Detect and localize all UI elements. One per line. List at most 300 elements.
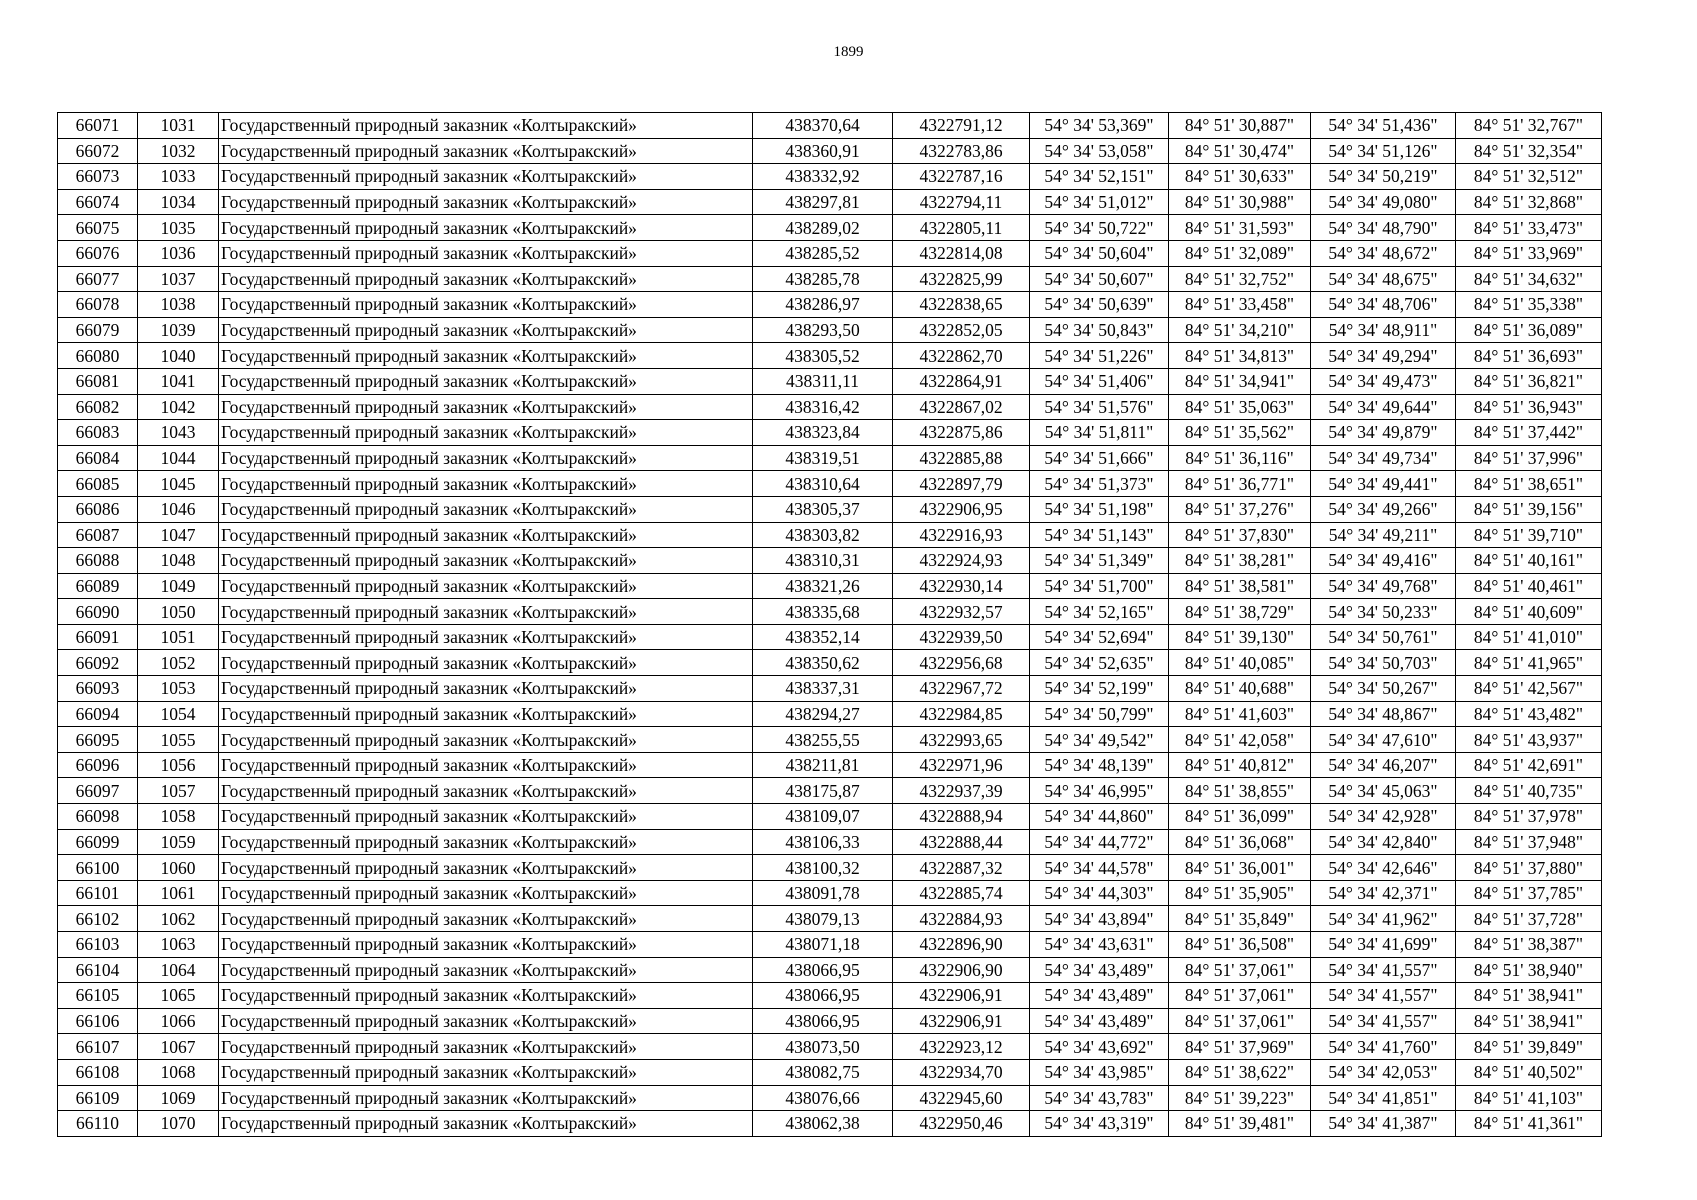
- table-row: [58, 548, 1602, 574]
- row-number-cell: 66081: [58, 368, 138, 394]
- point-number-cell: 1053: [138, 676, 219, 702]
- coord-y-cell: 4322814,08: [893, 240, 1030, 266]
- zone-name-cell: Государственный природный заказник «Колтыракский»: [219, 599, 753, 625]
- zone-name-cell: Государственный природный заказник «Колтыракский»: [219, 573, 753, 599]
- longitude-1-cell: 84° 51' 36,116": [1169, 445, 1311, 471]
- zone-name-cell: Государственный природный заказник «Колтыракский»: [219, 189, 753, 215]
- row-number-cell: 66101: [58, 880, 138, 906]
- latitude-1-cell: 54° 34' 50,639": [1030, 292, 1169, 318]
- table-row: [58, 599, 1602, 625]
- latitude-2-cell: 54° 34' 48,706": [1311, 292, 1456, 318]
- latitude-1-cell: 54° 34' 50,722": [1030, 215, 1169, 241]
- latitude-1-cell: 54° 34' 53,058": [1030, 138, 1169, 164]
- latitude-1-cell: 54° 34' 43,985": [1030, 1059, 1169, 1085]
- point-number-cell: 1041: [138, 368, 219, 394]
- table-row: [58, 292, 1602, 318]
- point-number-cell: 1064: [138, 957, 219, 983]
- longitude-1-cell: 84° 51' 38,581": [1169, 573, 1311, 599]
- coord-x-cell: 438350,62: [753, 650, 893, 676]
- table-row: [58, 701, 1602, 727]
- point-number-cell: 1049: [138, 573, 219, 599]
- coord-x-cell: 438082,75: [753, 1059, 893, 1085]
- point-number-cell: 1050: [138, 599, 219, 625]
- table-row: [58, 394, 1602, 420]
- coord-x-cell: 438294,27: [753, 701, 893, 727]
- table-row: [58, 727, 1602, 753]
- latitude-2-cell: 54° 34' 42,840": [1311, 829, 1456, 855]
- latitude-1-cell: 54° 34' 43,894": [1030, 906, 1169, 932]
- row-number-cell: 66086: [58, 496, 138, 522]
- row-number-cell: 66082: [58, 394, 138, 420]
- longitude-1-cell: 84° 51' 37,276": [1169, 496, 1311, 522]
- zone-name-cell: Государственный природный заказник «Колтыракский»: [219, 752, 753, 778]
- longitude-2-cell: 84° 51' 33,969": [1456, 240, 1602, 266]
- longitude-2-cell: 84° 51' 32,354": [1456, 138, 1602, 164]
- longitude-2-cell: 84° 51' 40,735": [1456, 778, 1602, 804]
- coord-x-cell: 438175,87: [753, 778, 893, 804]
- point-number-cell: 1043: [138, 420, 219, 446]
- point-number-cell: 1040: [138, 343, 219, 369]
- table-row: [58, 676, 1602, 702]
- coord-y-cell: 4322924,93: [893, 548, 1030, 574]
- longitude-1-cell: 84° 51' 37,061": [1169, 1008, 1311, 1034]
- longitude-2-cell: 84° 51' 32,767": [1456, 113, 1602, 139]
- latitude-1-cell: 54° 34' 43,489": [1030, 957, 1169, 983]
- longitude-1-cell: 84° 51' 36,771": [1169, 471, 1311, 497]
- coord-y-cell: 4322884,93: [893, 906, 1030, 932]
- longitude-2-cell: 84° 51' 42,567": [1456, 676, 1602, 702]
- coord-y-cell: 4322906,91: [893, 983, 1030, 1009]
- longitude-1-cell: 84° 51' 30,988": [1169, 189, 1311, 215]
- longitude-2-cell: 84° 51' 41,965": [1456, 650, 1602, 676]
- latitude-2-cell: 54° 34' 49,266": [1311, 496, 1456, 522]
- zone-name-cell: Государственный природный заказник «Колтыракский»: [219, 164, 753, 190]
- point-number-cell: 1039: [138, 317, 219, 343]
- latitude-1-cell: 54° 34' 43,783": [1030, 1085, 1169, 1111]
- latitude-1-cell: 54° 34' 52,694": [1030, 624, 1169, 650]
- table-row: [58, 496, 1602, 522]
- zone-name-cell: Государственный природный заказник «Колтыракский»: [219, 932, 753, 958]
- coord-y-cell: 4322838,65: [893, 292, 1030, 318]
- longitude-2-cell: 84° 51' 32,512": [1456, 164, 1602, 190]
- longitude-1-cell: 84° 51' 42,058": [1169, 727, 1311, 753]
- point-number-cell: 1057: [138, 778, 219, 804]
- row-number-cell: 66106: [58, 1008, 138, 1034]
- row-number-cell: 66084: [58, 445, 138, 471]
- point-number-cell: 1051: [138, 624, 219, 650]
- latitude-1-cell: 54° 34' 50,799": [1030, 701, 1169, 727]
- zone-name-cell: Государственный природный заказник «Колтыракский»: [219, 1085, 753, 1111]
- coord-y-cell: 4322950,46: [893, 1111, 1030, 1137]
- coord-y-cell: 4322937,39: [893, 778, 1030, 804]
- latitude-1-cell: 54° 34' 51,576": [1030, 394, 1169, 420]
- latitude-1-cell: 54° 34' 52,165": [1030, 599, 1169, 625]
- latitude-2-cell: 54° 34' 50,761": [1311, 624, 1456, 650]
- row-number-cell: 66104: [58, 957, 138, 983]
- longitude-2-cell: 84° 51' 35,338": [1456, 292, 1602, 318]
- latitude-1-cell: 54° 34' 53,369": [1030, 113, 1169, 139]
- coord-y-cell: 4322862,70: [893, 343, 1030, 369]
- point-number-cell: 1044: [138, 445, 219, 471]
- row-number-cell: 66089: [58, 573, 138, 599]
- latitude-2-cell: 54° 34' 42,371": [1311, 880, 1456, 906]
- coord-x-cell: 438286,97: [753, 292, 893, 318]
- latitude-1-cell: 54° 34' 51,226": [1030, 343, 1169, 369]
- latitude-2-cell: 54° 34' 42,053": [1311, 1059, 1456, 1085]
- row-number-cell: 66074: [58, 189, 138, 215]
- zone-name-cell: Государственный природный заказник «Колтыракский»: [219, 1034, 753, 1060]
- coord-y-cell: 4322783,86: [893, 138, 1030, 164]
- coord-x-cell: 438066,95: [753, 983, 893, 1009]
- coord-x-cell: 438305,52: [753, 343, 893, 369]
- longitude-1-cell: 84° 51' 38,281": [1169, 548, 1311, 574]
- coord-y-cell: 4322906,91: [893, 1008, 1030, 1034]
- coord-y-cell: 4322888,44: [893, 829, 1030, 855]
- point-number-cell: 1042: [138, 394, 219, 420]
- latitude-1-cell: 54° 34' 43,319": [1030, 1111, 1169, 1137]
- longitude-2-cell: 84° 51' 37,785": [1456, 880, 1602, 906]
- coord-x-cell: 438091,78: [753, 880, 893, 906]
- coord-x-cell: 438255,55: [753, 727, 893, 753]
- table-row: [58, 522, 1602, 548]
- zone-name-cell: Государственный природный заказник «Колтыракский»: [219, 215, 753, 241]
- longitude-1-cell: 84° 51' 39,481": [1169, 1111, 1311, 1137]
- coord-y-cell: 4322906,90: [893, 957, 1030, 983]
- coordinates-table: [57, 112, 1602, 1137]
- row-number-cell: 66072: [58, 138, 138, 164]
- table-row: [58, 113, 1602, 139]
- row-number-cell: 66091: [58, 624, 138, 650]
- point-number-cell: 1060: [138, 855, 219, 881]
- zone-name-cell: Государственный природный заказник «Колтыракский»: [219, 701, 753, 727]
- latitude-2-cell: 54° 34' 49,211": [1311, 522, 1456, 548]
- latitude-2-cell: 54° 34' 41,962": [1311, 906, 1456, 932]
- row-number-cell: 66085: [58, 471, 138, 497]
- zone-name-cell: Государственный природный заказник «Колтыракский»: [219, 778, 753, 804]
- row-number-cell: 66095: [58, 727, 138, 753]
- table-row: [58, 573, 1602, 599]
- longitude-2-cell: 84° 51' 40,461": [1456, 573, 1602, 599]
- latitude-1-cell: 54° 34' 44,772": [1030, 829, 1169, 855]
- latitude-1-cell: 54° 34' 51,373": [1030, 471, 1169, 497]
- longitude-2-cell: 84° 51' 40,161": [1456, 548, 1602, 574]
- longitude-1-cell: 84° 51' 30,887": [1169, 113, 1311, 139]
- row-number-cell: 66094: [58, 701, 138, 727]
- longitude-1-cell: 84° 51' 34,941": [1169, 368, 1311, 394]
- point-number-cell: 1032: [138, 138, 219, 164]
- zone-name-cell: Государственный природный заказник «Колтыракский»: [219, 548, 753, 574]
- latitude-1-cell: 54° 34' 50,607": [1030, 266, 1169, 292]
- coord-x-cell: 438332,92: [753, 164, 893, 190]
- coord-y-cell: 4322930,14: [893, 573, 1030, 599]
- latitude-1-cell: 54° 34' 43,692": [1030, 1034, 1169, 1060]
- latitude-1-cell: 54° 34' 52,635": [1030, 650, 1169, 676]
- latitude-1-cell: 54° 34' 46,995": [1030, 778, 1169, 804]
- point-number-cell: 1033: [138, 164, 219, 190]
- longitude-2-cell: 84° 51' 41,103": [1456, 1085, 1602, 1111]
- longitude-1-cell: 84° 51' 32,089": [1169, 240, 1311, 266]
- longitude-1-cell: 84° 51' 33,458": [1169, 292, 1311, 318]
- zone-name-cell: Государственный природный заказник «Колтыракский»: [219, 522, 753, 548]
- latitude-1-cell: 54° 34' 44,303": [1030, 880, 1169, 906]
- point-number-cell: 1035: [138, 215, 219, 241]
- table-row: [58, 1059, 1602, 1085]
- row-number-cell: 66102: [58, 906, 138, 932]
- coord-x-cell: 438323,84: [753, 420, 893, 446]
- zone-name-cell: Государственный природный заказник «Колтыракский»: [219, 394, 753, 420]
- longitude-1-cell: 84° 51' 35,562": [1169, 420, 1311, 446]
- latitude-2-cell: 54° 34' 49,416": [1311, 548, 1456, 574]
- zone-name-cell: Государственный природный заказник «Колтыракский»: [219, 471, 753, 497]
- latitude-2-cell: 54° 34' 49,473": [1311, 368, 1456, 394]
- longitude-1-cell: 84° 51' 36,099": [1169, 804, 1311, 830]
- coord-x-cell: 438293,50: [753, 317, 893, 343]
- latitude-2-cell: 54° 34' 45,063": [1311, 778, 1456, 804]
- coord-x-cell: 438211,81: [753, 752, 893, 778]
- row-number-cell: 66079: [58, 317, 138, 343]
- latitude-1-cell: 54° 34' 51,406": [1030, 368, 1169, 394]
- row-number-cell: 66096: [58, 752, 138, 778]
- coord-x-cell: 438297,81: [753, 189, 893, 215]
- coord-y-cell: 4322923,12: [893, 1034, 1030, 1060]
- row-number-cell: 66100: [58, 855, 138, 881]
- point-number-cell: 1031: [138, 113, 219, 139]
- table-row: [58, 266, 1602, 292]
- coord-x-cell: 438285,52: [753, 240, 893, 266]
- zone-name-cell: Государственный природный заказник «Колтыракский»: [219, 957, 753, 983]
- point-number-cell: 1048: [138, 548, 219, 574]
- latitude-2-cell: 54° 34' 41,699": [1311, 932, 1456, 958]
- latitude-2-cell: 54° 34' 47,610": [1311, 727, 1456, 753]
- latitude-2-cell: 54° 34' 46,207": [1311, 752, 1456, 778]
- longitude-1-cell: 84° 51' 41,603": [1169, 701, 1311, 727]
- coord-x-cell: 438100,32: [753, 855, 893, 881]
- latitude-2-cell: 54° 34' 50,703": [1311, 650, 1456, 676]
- zone-name-cell: Государственный природный заказник «Колтыракский»: [219, 676, 753, 702]
- coord-x-cell: 438071,18: [753, 932, 893, 958]
- longitude-2-cell: 84° 51' 37,948": [1456, 829, 1602, 855]
- row-number-cell: 66097: [58, 778, 138, 804]
- coord-x-cell: 438305,37: [753, 496, 893, 522]
- table-row: [58, 1085, 1602, 1111]
- zone-name-cell: Государственный природный заказник «Колтыракский»: [219, 1059, 753, 1085]
- latitude-2-cell: 54° 34' 41,557": [1311, 957, 1456, 983]
- latitude-1-cell: 54° 34' 52,199": [1030, 676, 1169, 702]
- coord-y-cell: 4322885,74: [893, 880, 1030, 906]
- latitude-2-cell: 54° 34' 50,233": [1311, 599, 1456, 625]
- coord-y-cell: 4322993,65: [893, 727, 1030, 753]
- longitude-2-cell: 84° 51' 32,868": [1456, 189, 1602, 215]
- zone-name-cell: Государственный природный заказник «Колтыракский»: [219, 343, 753, 369]
- point-number-cell: 1070: [138, 1111, 219, 1137]
- longitude-1-cell: 84° 51' 38,729": [1169, 599, 1311, 625]
- table-row: [58, 164, 1602, 190]
- longitude-2-cell: 84° 51' 38,941": [1456, 1008, 1602, 1034]
- longitude-2-cell: 84° 51' 38,387": [1456, 932, 1602, 958]
- latitude-1-cell: 54° 34' 51,349": [1030, 548, 1169, 574]
- zone-name-cell: Государственный природный заказник «Колтыракский»: [219, 804, 753, 830]
- point-number-cell: 1068: [138, 1059, 219, 1085]
- zone-name-cell: Государственный природный заказник «Колтыракский»: [219, 420, 753, 446]
- latitude-2-cell: 54° 34' 50,219": [1311, 164, 1456, 190]
- row-number-cell: 66110: [58, 1111, 138, 1137]
- zone-name-cell: Государственный природный заказник «Колтыракский»: [219, 317, 753, 343]
- table-row: [58, 1111, 1602, 1137]
- latitude-2-cell: 54° 34' 49,644": [1311, 394, 1456, 420]
- coord-y-cell: 4322934,70: [893, 1059, 1030, 1085]
- table-row: [58, 624, 1602, 650]
- row-number-cell: 66077: [58, 266, 138, 292]
- longitude-2-cell: 84° 51' 36,943": [1456, 394, 1602, 420]
- row-number-cell: 66103: [58, 932, 138, 958]
- zone-name-cell: Государственный природный заказник «Колтыракский»: [219, 983, 753, 1009]
- row-number-cell: 66109: [58, 1085, 138, 1111]
- longitude-2-cell: 84° 51' 43,482": [1456, 701, 1602, 727]
- coord-x-cell: 438352,14: [753, 624, 893, 650]
- longitude-1-cell: 84° 51' 37,969": [1169, 1034, 1311, 1060]
- point-number-cell: 1062: [138, 906, 219, 932]
- latitude-2-cell: 54° 34' 48,672": [1311, 240, 1456, 266]
- latitude-1-cell: 54° 34' 44,578": [1030, 855, 1169, 881]
- latitude-1-cell: 54° 34' 44,860": [1030, 804, 1169, 830]
- zone-name-cell: Государственный природный заказник «Колтыракский»: [219, 855, 753, 881]
- zone-name-cell: Государственный природный заказник «Колтыракский»: [219, 292, 753, 318]
- point-number-cell: 1067: [138, 1034, 219, 1060]
- table-row: [58, 650, 1602, 676]
- latitude-1-cell: 54° 34' 43,489": [1030, 983, 1169, 1009]
- coord-x-cell: 438370,64: [753, 113, 893, 139]
- latitude-1-cell: 54° 34' 43,489": [1030, 1008, 1169, 1034]
- row-number-cell: 66080: [58, 343, 138, 369]
- coord-x-cell: 438360,91: [753, 138, 893, 164]
- latitude-1-cell: 54° 34' 51,012": [1030, 189, 1169, 215]
- longitude-1-cell: 84° 51' 39,223": [1169, 1085, 1311, 1111]
- longitude-2-cell: 84° 51' 36,821": [1456, 368, 1602, 394]
- zone-name-cell: Государственный природный заказник «Колтыракский»: [219, 445, 753, 471]
- longitude-2-cell: 84° 51' 41,361": [1456, 1111, 1602, 1137]
- zone-name-cell: Государственный природный заказник «Колтыракский»: [219, 727, 753, 753]
- table-row: [58, 445, 1602, 471]
- point-number-cell: 1036: [138, 240, 219, 266]
- longitude-1-cell: 84° 51' 38,622": [1169, 1059, 1311, 1085]
- coord-x-cell: 438073,50: [753, 1034, 893, 1060]
- longitude-2-cell: 84° 51' 38,940": [1456, 957, 1602, 983]
- table-row: [58, 957, 1602, 983]
- latitude-1-cell: 54° 34' 51,811": [1030, 420, 1169, 446]
- latitude-1-cell: 54° 34' 51,198": [1030, 496, 1169, 522]
- longitude-2-cell: 84° 51' 39,710": [1456, 522, 1602, 548]
- coord-y-cell: 4322906,95: [893, 496, 1030, 522]
- zone-name-cell: Государственный природный заказник «Колтыракский»: [219, 266, 753, 292]
- coord-x-cell: 438310,31: [753, 548, 893, 574]
- row-number-cell: 66087: [58, 522, 138, 548]
- coord-x-cell: 438310,64: [753, 471, 893, 497]
- row-number-cell: 66075: [58, 215, 138, 241]
- point-number-cell: 1052: [138, 650, 219, 676]
- latitude-2-cell: 54° 34' 48,911": [1311, 317, 1456, 343]
- longitude-2-cell: 84° 51' 33,473": [1456, 215, 1602, 241]
- coord-x-cell: 438303,82: [753, 522, 893, 548]
- zone-name-cell: Государственный природный заказник «Колтыракский»: [219, 138, 753, 164]
- coord-x-cell: 438066,95: [753, 957, 893, 983]
- coord-x-cell: 438106,33: [753, 829, 893, 855]
- table-row: [58, 855, 1602, 881]
- latitude-2-cell: 54° 34' 48,867": [1311, 701, 1456, 727]
- longitude-2-cell: 84° 51' 36,693": [1456, 343, 1602, 369]
- point-number-cell: 1059: [138, 829, 219, 855]
- table-row: [58, 906, 1602, 932]
- latitude-2-cell: 54° 34' 48,790": [1311, 215, 1456, 241]
- longitude-1-cell: 84° 51' 37,061": [1169, 957, 1311, 983]
- coord-x-cell: 438109,07: [753, 804, 893, 830]
- zone-name-cell: Государственный природный заказник «Колтыракский»: [219, 368, 753, 394]
- coord-y-cell: 4322875,86: [893, 420, 1030, 446]
- longitude-1-cell: 84° 51' 36,001": [1169, 855, 1311, 881]
- coord-x-cell: 438319,51: [753, 445, 893, 471]
- coord-y-cell: 4322932,57: [893, 599, 1030, 625]
- table-row: [58, 778, 1602, 804]
- latitude-1-cell: 54° 34' 51,666": [1030, 445, 1169, 471]
- latitude-2-cell: 54° 34' 51,436": [1311, 113, 1456, 139]
- longitude-2-cell: 84° 51' 37,996": [1456, 445, 1602, 471]
- longitude-2-cell: 84° 51' 40,609": [1456, 599, 1602, 625]
- row-number-cell: 66108: [58, 1059, 138, 1085]
- coord-x-cell: 438321,26: [753, 573, 893, 599]
- coord-x-cell: 438076,66: [753, 1085, 893, 1111]
- longitude-2-cell: 84° 51' 42,691": [1456, 752, 1602, 778]
- table-row: [58, 189, 1602, 215]
- table-row: [58, 420, 1602, 446]
- table-row: [58, 932, 1602, 958]
- latitude-2-cell: 54° 34' 50,267": [1311, 676, 1456, 702]
- coord-y-cell: 4322794,11: [893, 189, 1030, 215]
- row-number-cell: 66083: [58, 420, 138, 446]
- longitude-2-cell: 84° 51' 43,937": [1456, 727, 1602, 753]
- table-row: [58, 471, 1602, 497]
- row-number-cell: 66076: [58, 240, 138, 266]
- coord-y-cell: 4322967,72: [893, 676, 1030, 702]
- coord-y-cell: 4322916,93: [893, 522, 1030, 548]
- row-number-cell: 66105: [58, 983, 138, 1009]
- longitude-1-cell: 84° 51' 30,633": [1169, 164, 1311, 190]
- longitude-1-cell: 84° 51' 37,061": [1169, 983, 1311, 1009]
- latitude-2-cell: 54° 34' 41,851": [1311, 1085, 1456, 1111]
- latitude-2-cell: 54° 34' 49,080": [1311, 189, 1456, 215]
- latitude-1-cell: 54° 34' 50,604": [1030, 240, 1169, 266]
- coord-x-cell: 438066,95: [753, 1008, 893, 1034]
- latitude-1-cell: 54° 34' 51,143": [1030, 522, 1169, 548]
- coord-y-cell: 4322984,85: [893, 701, 1030, 727]
- coord-x-cell: 438311,11: [753, 368, 893, 394]
- coord-y-cell: 4322897,79: [893, 471, 1030, 497]
- latitude-1-cell: 54° 34' 52,151": [1030, 164, 1169, 190]
- latitude-2-cell: 54° 34' 41,557": [1311, 983, 1456, 1009]
- table-row: [58, 829, 1602, 855]
- row-number-cell: 66107: [58, 1034, 138, 1060]
- row-number-cell: 66099: [58, 829, 138, 855]
- zone-name-cell: Государственный природный заказник «Колтыракский»: [219, 1008, 753, 1034]
- point-number-cell: 1069: [138, 1085, 219, 1111]
- latitude-2-cell: 54° 34' 51,126": [1311, 138, 1456, 164]
- coord-y-cell: 4322852,05: [893, 317, 1030, 343]
- zone-name-cell: Государственный природный заказник «Колтыракский»: [219, 1111, 753, 1137]
- coord-y-cell: 4322787,16: [893, 164, 1030, 190]
- latitude-2-cell: 54° 34' 41,387": [1311, 1111, 1456, 1137]
- table-row: [58, 983, 1602, 1009]
- longitude-1-cell: 84° 51' 35,849": [1169, 906, 1311, 932]
- longitude-2-cell: 84° 51' 38,651": [1456, 471, 1602, 497]
- point-number-cell: 1054: [138, 701, 219, 727]
